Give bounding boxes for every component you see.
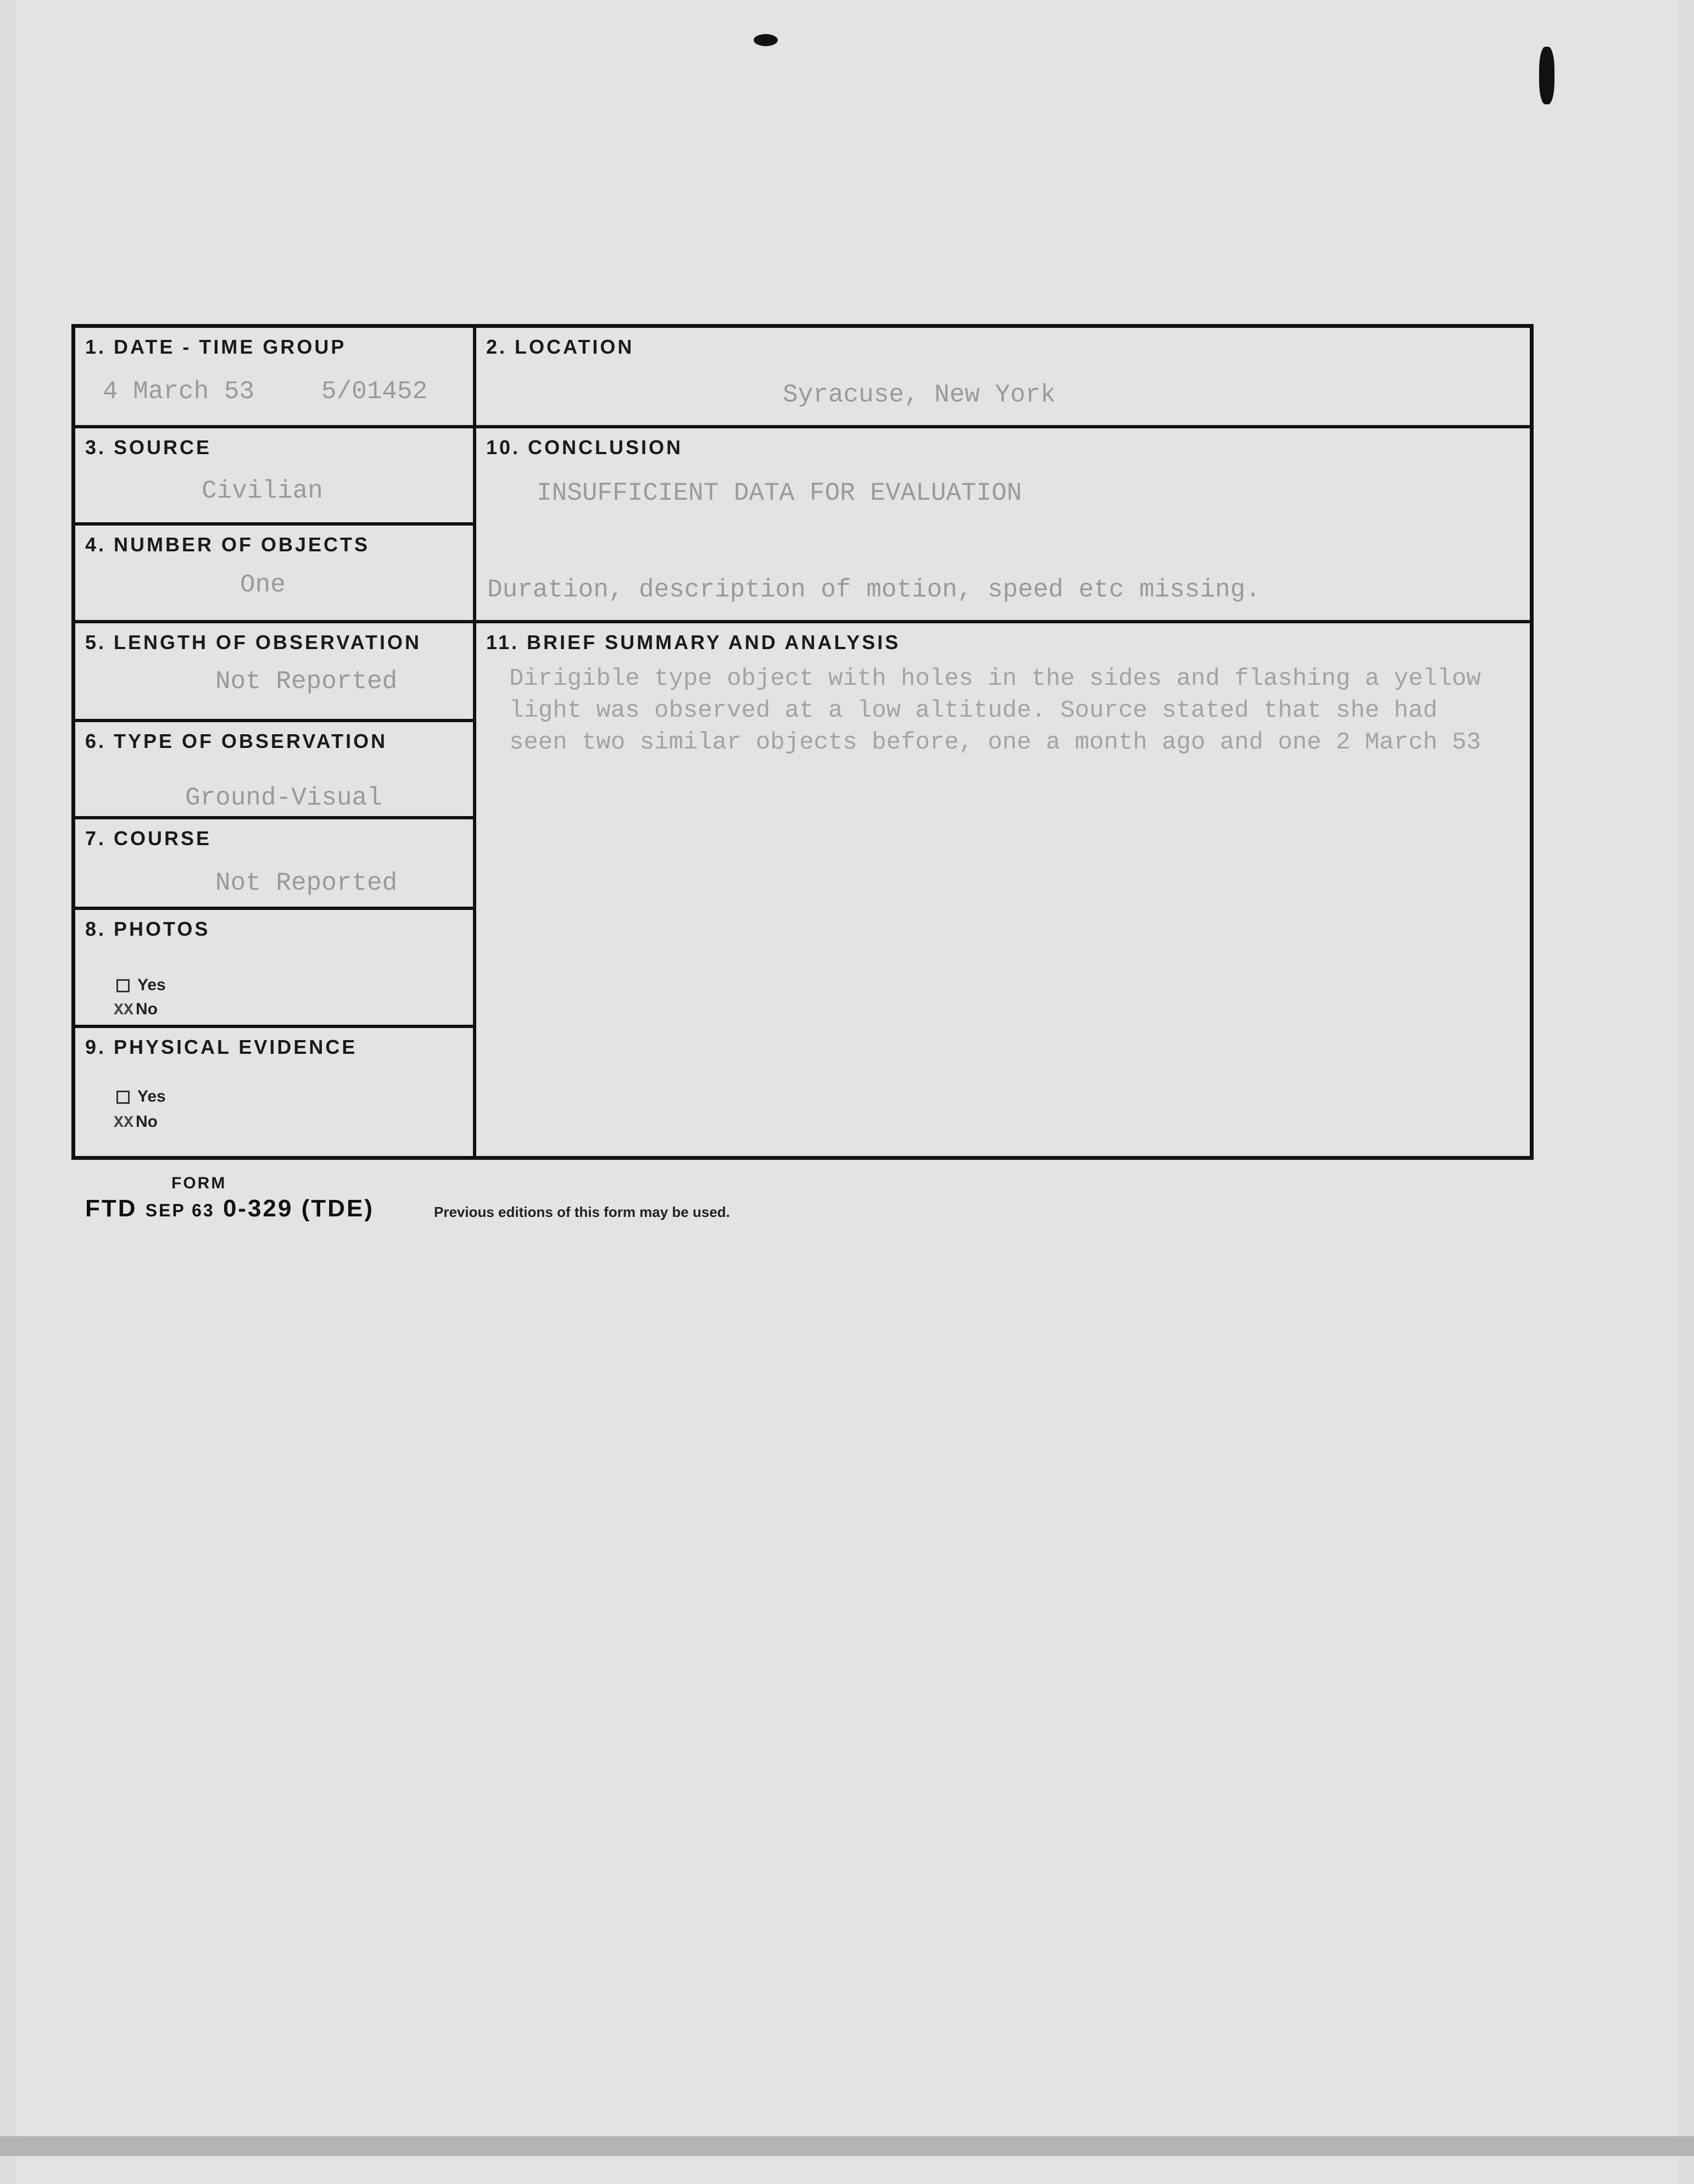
date-time-cell (75, 328, 476, 428)
physical-evidence-label: 9. PHYSICAL EVIDENCE (85, 1036, 358, 1058)
type-of-observation-label: 6. TYPE OF OBSERVATION (85, 730, 388, 752)
photos-no-text: No (136, 1000, 158, 1018)
date-value: 4 March 53 (103, 377, 255, 406)
physical-evidence-no-option (114, 1113, 158, 1132)
ink-blot (754, 34, 778, 46)
summary-cell (476, 623, 1534, 1160)
conclusion-cell (476, 428, 1534, 623)
number-of-objects-cell (75, 526, 476, 623)
number-of-objects-value: One (240, 571, 286, 599)
physical-evidence-yes-option (116, 1087, 166, 1106)
course-cell (75, 819, 476, 910)
length-of-observation-cell (75, 623, 476, 722)
document-page (16, 0, 1678, 2184)
type-of-observation-value: Ground-Visual (185, 784, 382, 812)
location-value: Syracuse, New York (783, 381, 1056, 409)
footer-ftd: FTD (85, 1195, 137, 1222)
physical-evidence-no-text: No (136, 1113, 158, 1131)
photos-yes-option (116, 976, 166, 995)
physical-evidence-cell (75, 1028, 476, 1160)
type-of-observation-cell (75, 722, 476, 819)
footer-form-id (85, 1195, 374, 1222)
footer-date: SEP 63 (145, 1200, 215, 1220)
time-value: 5/01452 (321, 377, 428, 406)
summary-label: 11. BRIEF SUMMARY AND ANALYSIS (486, 631, 901, 653)
scan-edge-strip (0, 2136, 1694, 2156)
summary-text: Dirigible type object with holes in the sides and flashing a yellow light was observed at a low altitude. Source stated that she had seen two similar objects before, one a month ago and one 2 March 53 (509, 665, 1481, 756)
source-value: Civilian (202, 477, 323, 505)
physical-evidence-yes-text: Yes (137, 1087, 166, 1105)
photos-no-option (114, 1000, 158, 1020)
number-of-objects-label: 4. NUMBER OF OBJECTS (85, 533, 370, 556)
location-label: 2. LOCATION (486, 336, 634, 358)
course-value: Not Reported (215, 869, 398, 897)
length-of-observation-label: 5. LENGTH OF OBSERVATION (85, 631, 422, 653)
source-label: 3. SOURCE (85, 436, 212, 459)
footer-note: Previous editions of this form may be used. (434, 1204, 730, 1220)
photos-yes-checkbox[interactable] (116, 979, 130, 992)
footer-form-word: FORM (171, 1174, 227, 1192)
physical-evidence-no-mark[interactable]: XX (114, 1114, 134, 1132)
date-time-label: 1. DATE - TIME GROUP (85, 336, 347, 358)
report-form-table (71, 324, 1534, 1160)
photos-label: 8. PHOTOS (85, 918, 210, 940)
source-cell (75, 428, 476, 526)
photos-no-mark[interactable]: XX (114, 1001, 134, 1020)
physical-evidence-yes-checkbox[interactable] (116, 1091, 130, 1104)
length-of-observation-value: Not Reported (215, 667, 398, 696)
conclusion-label: 10. CONCLUSION (486, 436, 683, 459)
photos-cell (75, 910, 476, 1028)
conclusion-value: INSUFFICIENT DATA FOR EVALUATION (537, 479, 1022, 507)
location-cell (476, 328, 1534, 428)
photos-yes-text: Yes (137, 976, 166, 994)
conclusion-note: Duration, description of motion, speed etc missing. (487, 576, 1261, 604)
course-label: 7. COURSE (85, 827, 212, 850)
ink-blot (1539, 47, 1554, 104)
footer-number: 0-329 (TDE) (222, 1195, 375, 1222)
